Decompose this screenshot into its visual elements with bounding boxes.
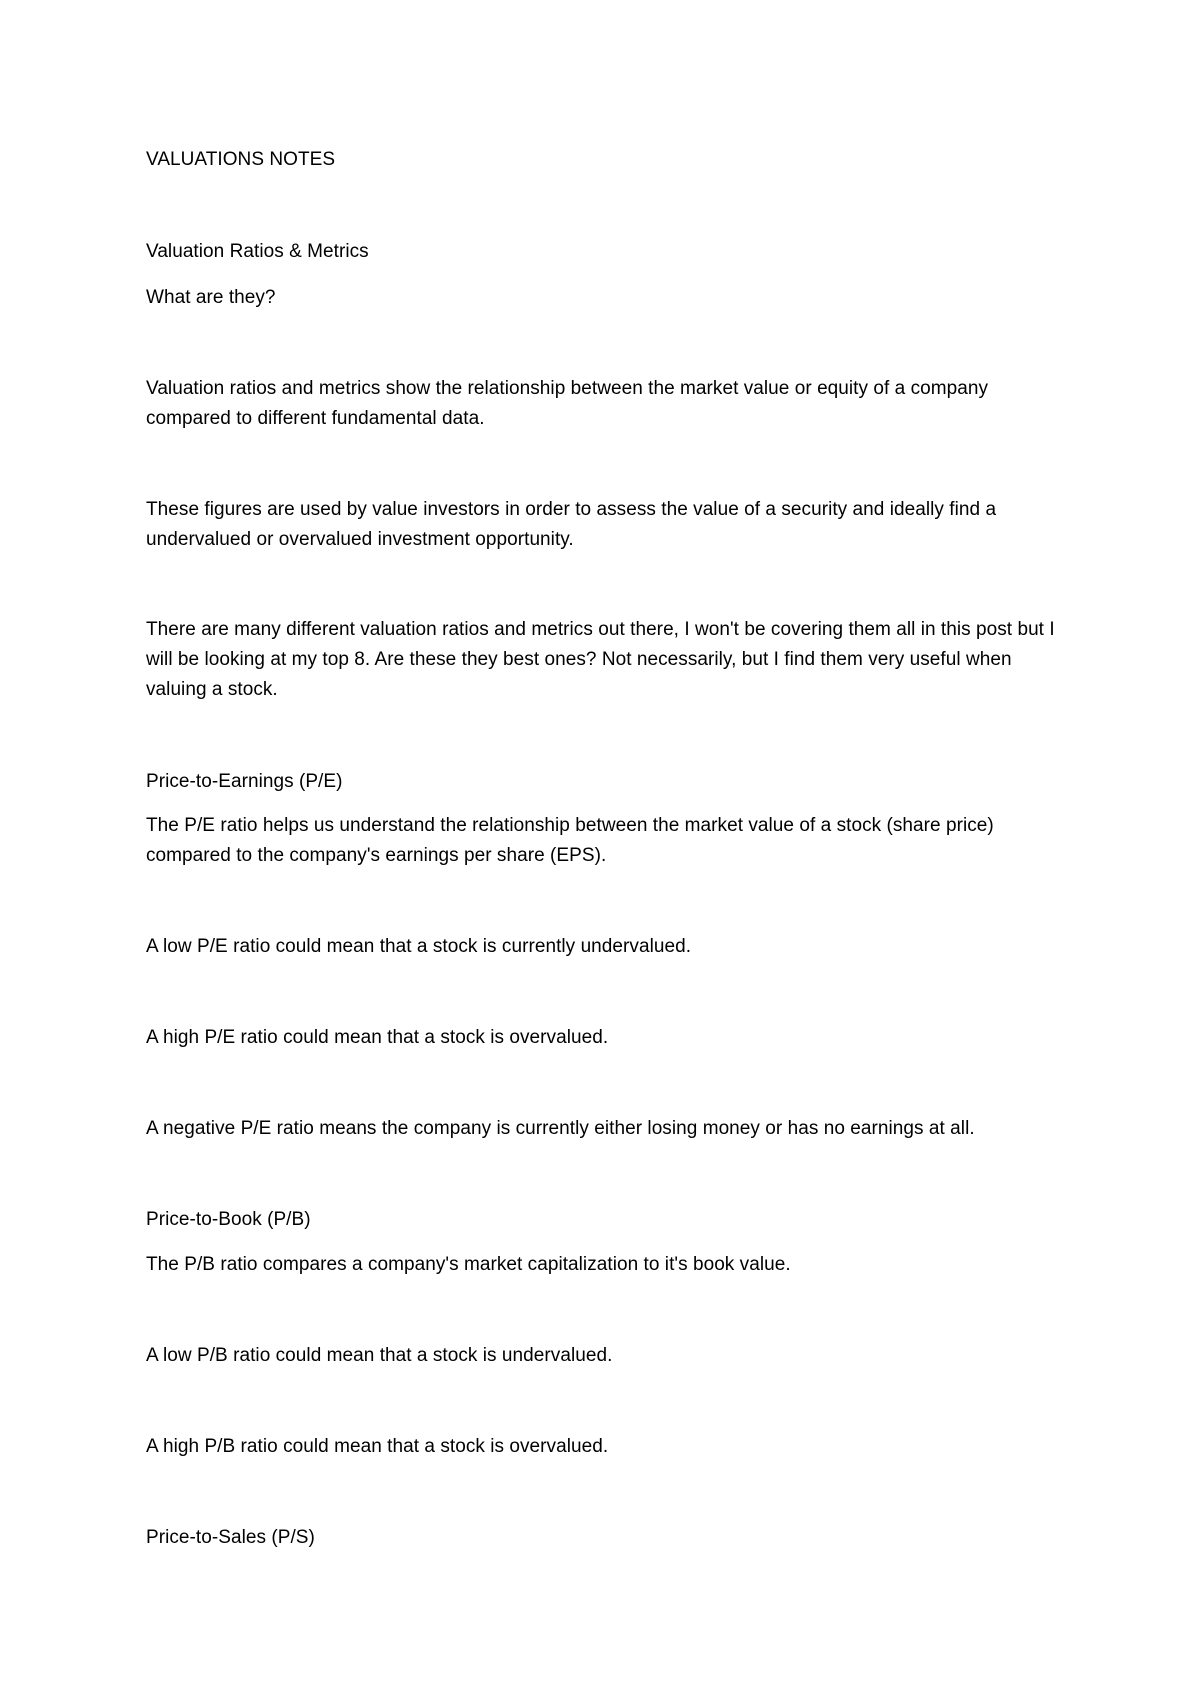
pe-negative-note: A negative P/E ratio means the company is currently either losing money or has no earnings at all. xyxy=(146,1118,975,1139)
intro-paragraph-2: These figures are used by value investors in order to assess the value of a security and ideally find a undervalued or overvalued investment opportunity. xyxy=(146,499,997,550)
pb-high-note: A high P/B ratio could mean that a stock is overvalued. xyxy=(146,1436,609,1457)
pb-low-note: A low P/B ratio could mean that a stock is undervalued. xyxy=(146,1345,613,1366)
intro-paragraph-3: There are many different valuation ratios and metrics out there, I won't be covering them all in this post but I will be looking at my top 8. Are these they best ones? Not necessarily, but I find them very useful when valuing a stock. xyxy=(146,619,1055,700)
pe-heading: Price-to-Earnings (P/E) xyxy=(146,771,343,792)
pb-description: The P/B ratio compares a company's market capitalization to it's book value. xyxy=(146,1254,791,1275)
question-heading: What are they? xyxy=(146,287,276,308)
pe-high-note: A high P/E ratio could mean that a stock is overvalued. xyxy=(146,1027,609,1048)
intro-paragraph-1: Valuation ratios and metrics show the relationship between the market value or equity of a company compared to different fundamental data. xyxy=(146,378,989,429)
pe-low-note: A low P/E ratio could mean that a stock is currently undervalued. xyxy=(146,936,692,957)
pe-description: The P/E ratio helps us understand the relationship between the market value of a stock (share price) compared to the company's earnings per share (EPS). xyxy=(146,815,994,866)
document-title: VALUATIONS NOTES xyxy=(146,149,336,170)
section-heading: Valuation Ratios & Metrics xyxy=(146,241,369,262)
ps-heading: Price-to-Sales (P/S) xyxy=(146,1527,315,1548)
pb-heading: Price-to-Book (P/B) xyxy=(146,1209,311,1230)
